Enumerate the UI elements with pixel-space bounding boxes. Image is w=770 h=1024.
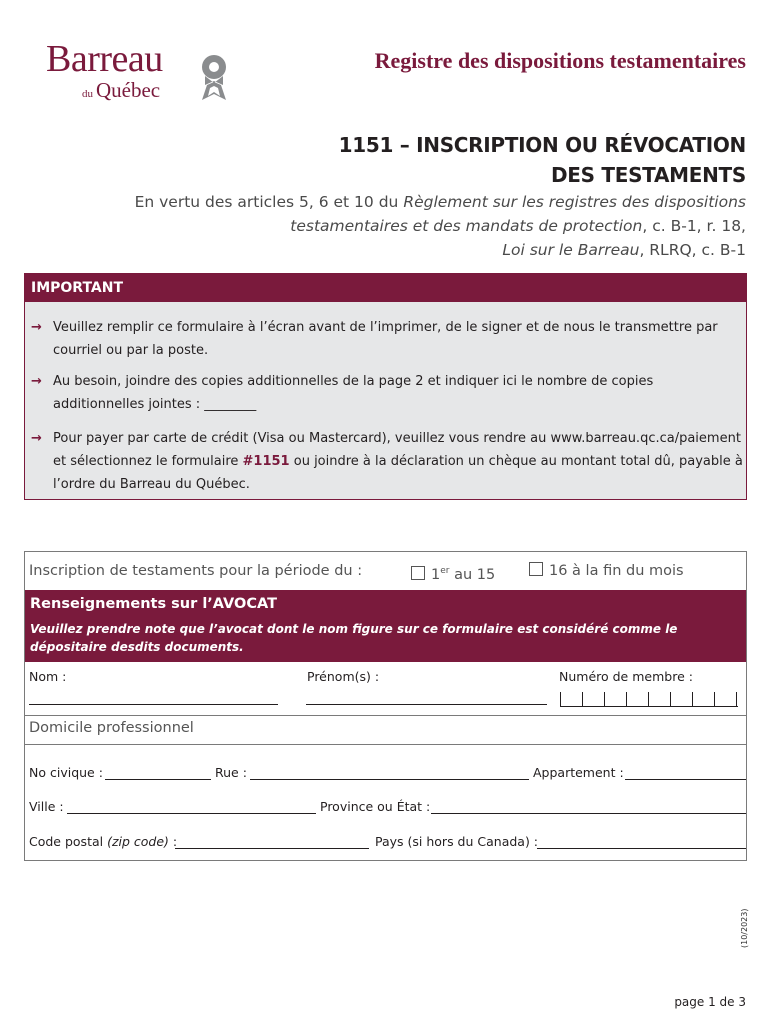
form-version: (10/2023) xyxy=(740,908,749,948)
checkbox-icon[interactable] xyxy=(411,566,425,580)
arrow-right-icon: → xyxy=(31,431,42,446)
bullet-text: Veuillez remplir ce formulaire à l’écran avant de l’imprimer, de le signer et de nous le transmettre par courriel ou par la poste. xyxy=(53,320,718,358)
no-civique-label: No civique : xyxy=(29,765,103,780)
subtitle-text: En vertu des articles 5, 6 et 10 du xyxy=(134,193,404,211)
nom-field[interactable] xyxy=(29,704,278,705)
domicile-section-header xyxy=(25,715,746,745)
logo-du: du xyxy=(82,88,93,100)
important-bullet-fill-form xyxy=(31,316,743,362)
code-postal-label: Code postal (zip code) : xyxy=(29,834,178,849)
no-civique-field[interactable] xyxy=(105,779,211,780)
important-heading: IMPORTANT xyxy=(25,274,746,302)
avocat-section-header xyxy=(25,590,746,662)
province-label: Province ou État : xyxy=(320,799,431,814)
bullet-text xyxy=(31,427,743,496)
rue-field[interactable] xyxy=(250,779,529,780)
bullet-text: Au besoin, joindre des copies additionnelles de la page 2 et indiquer ici le nombre de copies additionnelles jointes : ________ xyxy=(53,374,654,412)
domicile-title: Domicile professionnel xyxy=(29,720,194,736)
appartement-field[interactable] xyxy=(625,779,746,780)
logo-wordmark: Barreau xyxy=(46,38,163,80)
bullet-text-part: Pour payer par carte de crédit (Visa ou Mastercard), veuillez vous rendre au www.barreau.qc.ca/paiement et sélectionnez le formulaire xyxy=(53,431,741,469)
prenom-label: Prénom(s) : xyxy=(307,669,380,684)
form-number-highlight: #1151 xyxy=(242,454,290,469)
pays-field[interactable] xyxy=(537,848,746,849)
period-label: Inscription de testaments pour la période du : xyxy=(29,563,363,579)
ville-label: Ville : xyxy=(29,799,64,814)
subtitle-law: Loi sur le Barreau xyxy=(502,241,640,259)
appartement-label: Appartement : xyxy=(533,765,624,780)
code-postal-field[interactable] xyxy=(175,848,369,849)
form-title-line1: 1151 – INSCRIPTION OU RÉVOCATION xyxy=(338,133,746,157)
numero-membre-field[interactable] xyxy=(560,690,738,707)
period-option-1-15[interactable]: 1er au 15 xyxy=(411,552,495,594)
checkbox-icon[interactable] xyxy=(529,562,543,576)
important-bullet-copies xyxy=(31,370,743,416)
nom-label: Nom : xyxy=(29,669,67,684)
form-title xyxy=(339,130,746,190)
lawyer-info-form xyxy=(24,551,747,861)
province-field[interactable] xyxy=(431,813,746,814)
avocat-title: Renseignements sur l’AVOCAT xyxy=(30,596,277,612)
subtitle-regulation: Règlement sur les registres des dispositions testamentaires et des mandats de protection xyxy=(290,193,746,235)
numero-membre-label: Numéro de membre : xyxy=(559,669,693,684)
page-number: page 1 de 3 xyxy=(674,995,746,1009)
form-title-line2: DES TESTAMENTS xyxy=(550,163,746,187)
form-subtitle xyxy=(106,190,746,262)
period-row xyxy=(25,552,746,590)
avocat-note: Veuillez prendre note que l’avocat dont le nom figure sur ce formulaire est considéré comme le dépositaire desdits documents. xyxy=(30,622,678,654)
pays-label: Pays (si hors du Canada) : xyxy=(375,834,539,849)
logo-place: Québec xyxy=(96,78,161,102)
rue-label: Rue : xyxy=(215,765,247,780)
subtitle-text: , c. B-1, r. 18, xyxy=(642,217,746,235)
bullet-text-part: ou joindre à la déclaration un chèque au montant total dû, payable à l’ordre du Barreau du Québec. xyxy=(53,454,743,492)
arrow-right-icon: → xyxy=(31,374,42,389)
subtitle-text: , RLRQ, c. B-1 xyxy=(639,241,746,259)
prenom-field[interactable] xyxy=(306,704,547,705)
registry-title: Registre des dispositions testamentaires xyxy=(374,48,746,73)
important-bullet-payment xyxy=(31,427,743,496)
barreau-emblem-icon xyxy=(196,52,232,104)
arrow-right-icon: → xyxy=(31,320,42,335)
important-box xyxy=(24,273,747,500)
period-option-16-end[interactable]: 16 à la fin du mois xyxy=(529,552,684,590)
ville-field[interactable] xyxy=(67,813,316,814)
